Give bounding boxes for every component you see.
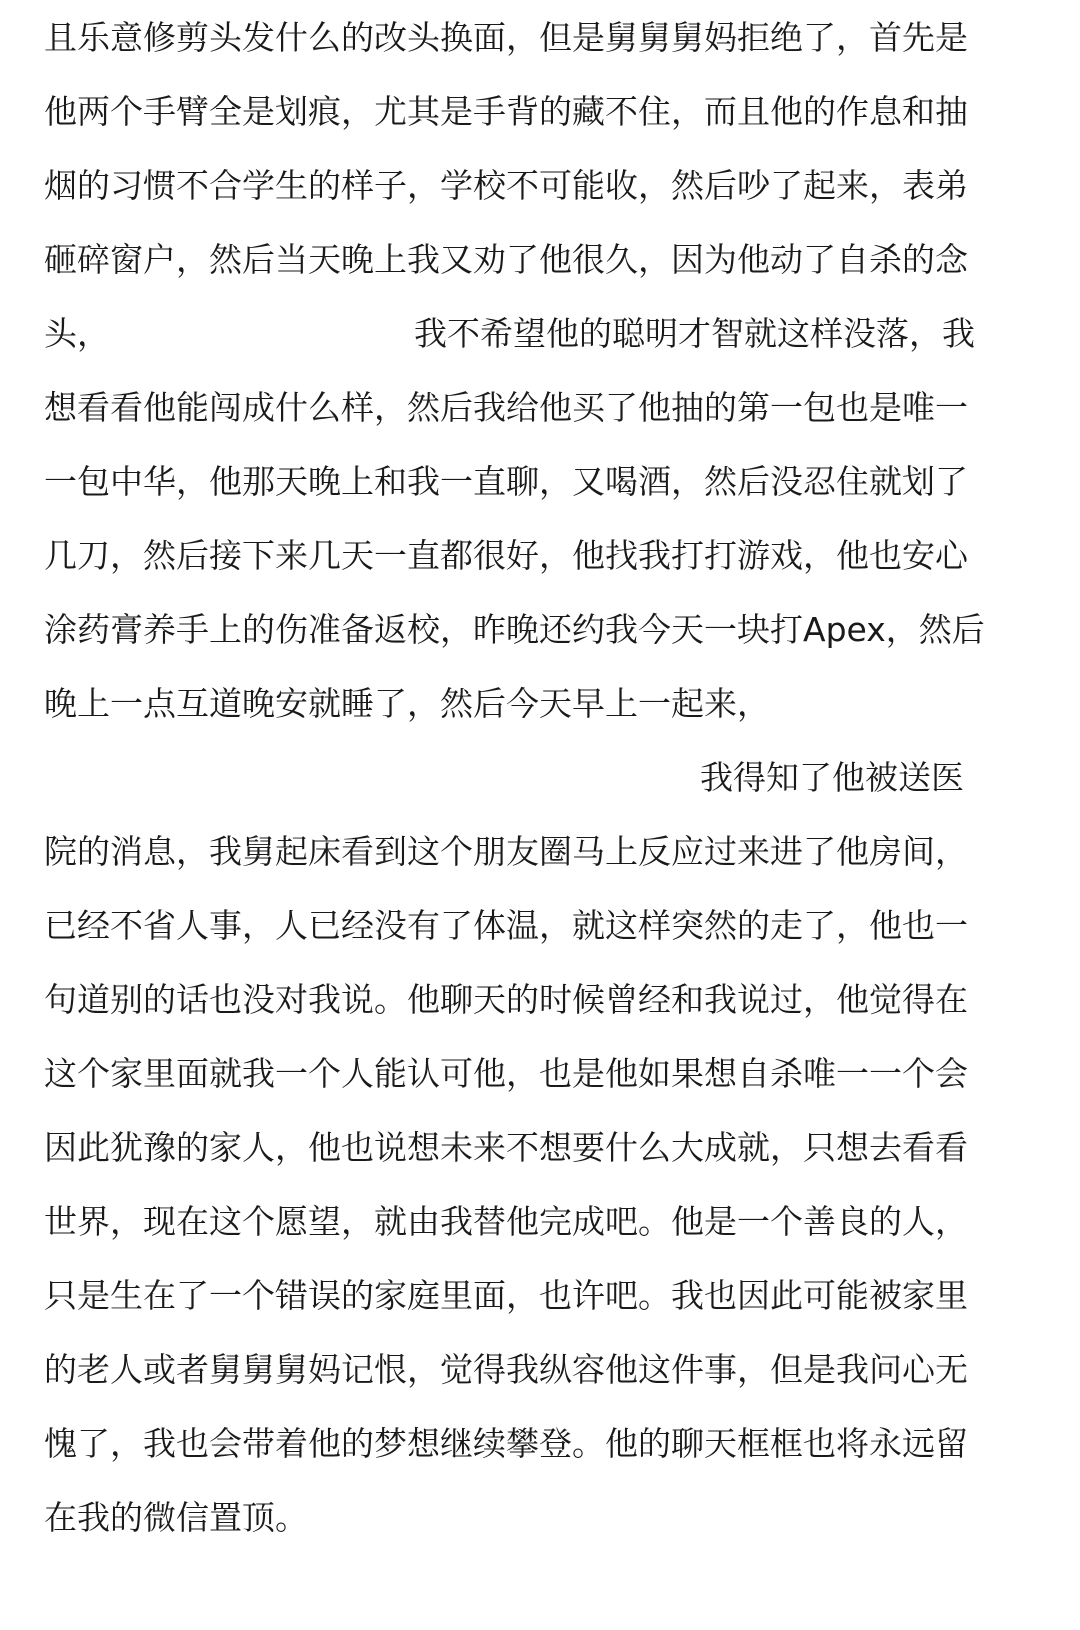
text-line: 想看看他能闯成什么样，然后我给他买了他抽的第一包也是唯一 xyxy=(44,388,968,427)
text-line: 世界，现在这个愿望，就由我替他完成吧。他是一个善良的人， xyxy=(44,1202,968,1241)
text-line: 涂药膏养手上的伤准备返校，昨晚还约我今天一块打Apex，然后 xyxy=(44,610,985,649)
text-line: 晚上一点互道晚安就睡了，然后今天早上一起来， xyxy=(44,684,770,723)
text-line: 砸碎窗户，然后当天晚上我又劝了他很久，因为他动了自杀的念 xyxy=(44,240,968,279)
text-line: 他两个手臂全是划痕，尤其是手背的藏不住，而且他的作息和抽 xyxy=(44,92,968,131)
text-line-redacted-gap xyxy=(44,304,1036,364)
text-line: 且乐意修剪头发什么的改头换面，但是舅舅舅妈拒绝了，首先是 xyxy=(44,18,968,57)
text-line: 因此犹豫的家人，他也说想未来不想要什么大成就，只想去看看 xyxy=(44,1128,968,1167)
text-line: 的老人或者舅舅舅妈记恨，觉得我纵容他这件事，但是我问心无 xyxy=(44,1350,968,1389)
text-line: 只是生在了一个错误的家庭里面，也许吧。我也因此可能被家里 xyxy=(44,1276,968,1315)
text-line: 已经不省人事，人已经没有了体温，就这样突然的走了，他也一 xyxy=(44,906,968,945)
text-line: 在我的微信置顶。 xyxy=(44,1498,308,1537)
text-segment: 头， xyxy=(44,314,110,353)
text-line: 一包中华，他那天晚上和我一直聊，又喝酒，然后没忍住就划了 xyxy=(44,462,968,501)
text-line: 这个家里面就我一个人能认可他，也是他如果想自杀唯一一个会 xyxy=(44,1054,968,1093)
text-line: 句道别的话也没对我说。他聊天的时候曾经和我说过，他觉得在 xyxy=(44,980,968,1019)
text-segment: 我不希望他的聪明才智就这样没落，我 xyxy=(414,314,975,353)
text-line: 院的消息，我舅起床看到这个朋友圈马上反应过来进了他房间， xyxy=(44,832,968,871)
text-line: 烟的习惯不合学生的样子，学校不可能收，然后吵了起来，表弟 xyxy=(44,166,968,205)
text-line: 几刀，然后接下来几天一直都很好，他找我打打游戏，他也安心 xyxy=(44,536,968,575)
text-line-indented xyxy=(44,748,1036,808)
text-line: 愧了，我也会带着他的梦想继续攀登。他的聊天框框也将永远留 xyxy=(44,1424,968,1463)
text-segment: 我得知了他被送医 xyxy=(700,758,964,797)
